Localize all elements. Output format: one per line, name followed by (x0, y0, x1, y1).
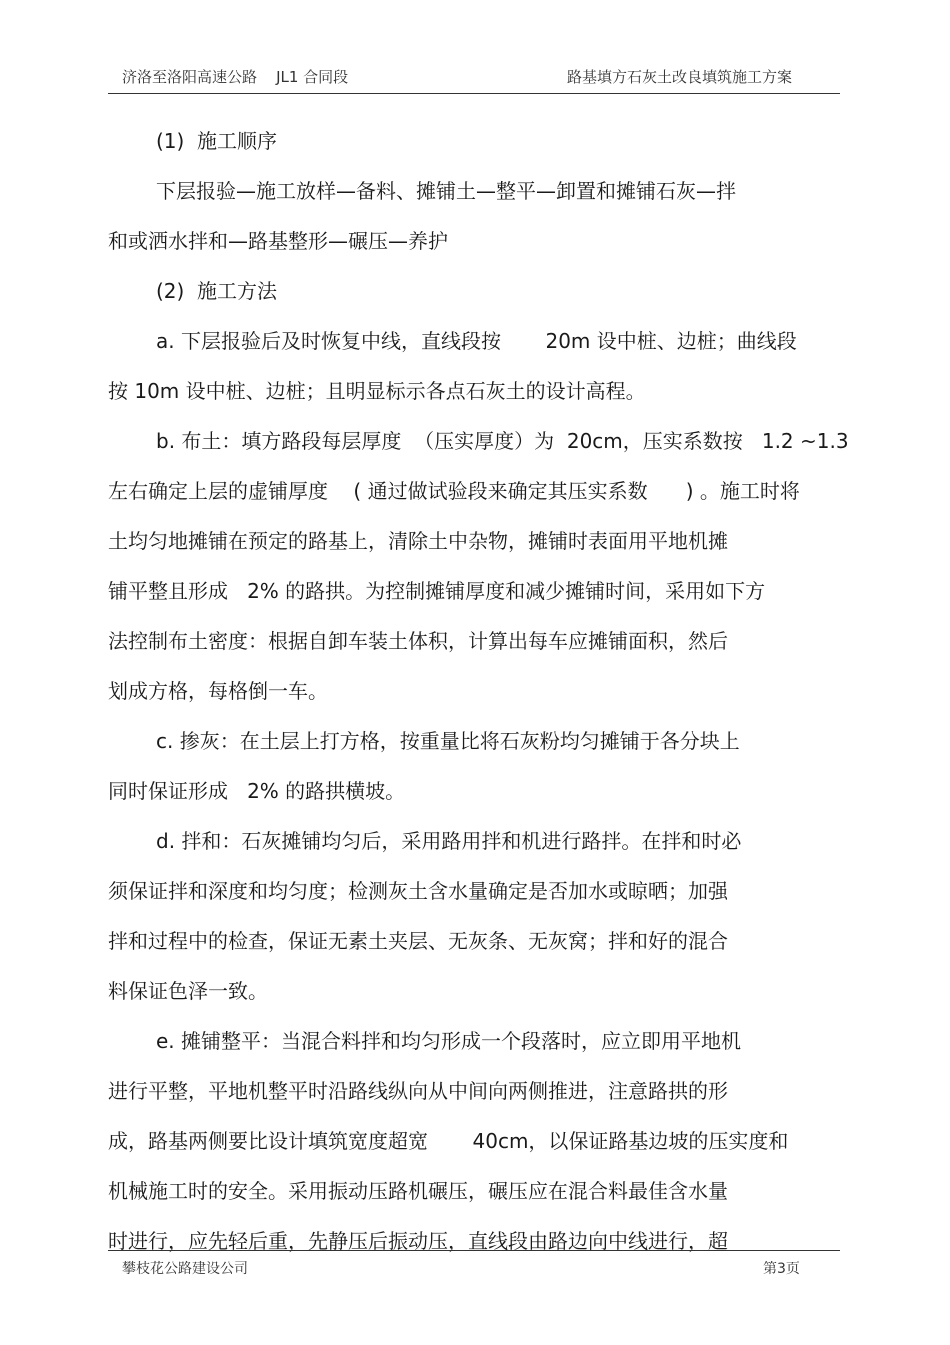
footer-company-name: 攀枝花公路建设公司 (122, 1261, 248, 1277)
body-line: e. 摊铺整平：当混合料拌和均匀形成一个段落时，应立即用平地机 (156, 1029, 742, 1053)
body-line: 铺平整且形成 2% 的路拱。为控制摊铺厚度和减少摊铺时间，采用如下方 (108, 579, 766, 603)
body-line: 左右确定上层的虚铺厚度 ( 通过做试验段来确定其压实系数 ) 。施工时将 (108, 479, 800, 503)
body-line: 成，路基两侧要比设计填筑宽度超宽 40cm，以保证路基边坡的压实度和 (108, 1129, 789, 1153)
body-line: 进行平整，平地机整平时沿路线纵向从中间向两侧推进，注意路拱的形 (108, 1079, 728, 1103)
section-heading-construction-order: (1) 施工顺序 (156, 129, 278, 153)
body-line: d. 拌和：石灰摊铺均匀后，采用路用拌和机进行路拌。在拌和时必 (156, 829, 742, 853)
body-line: 划成方格，每格倒一车。 (108, 679, 328, 703)
body-line: b. 布土：填方路段每层厚度 （压实厚度）为 20cm，压实系数按 1.2 ~1.3 (156, 429, 849, 453)
body-line: 拌和过程中的检查，保证无素土夹层、无灰条、无灰窝；拌和好的混合 (108, 929, 728, 953)
body-line: 时进行，应先轻后重，先静压后振动压，直线段由路边向中线进行，超 (108, 1229, 728, 1253)
header-document-title: 路基填方石灰土改良填筑施工方案 (567, 68, 793, 86)
body-line: 土均匀地摊铺在预定的路基上，清除土中杂物，摊铺时表面用平地机摊 (108, 529, 728, 553)
section-heading-construction-method: (2) 施工方法 (156, 279, 278, 303)
header-project-title: 济洛至洛阳高速公路 JL1 合同段 (122, 68, 349, 86)
body-line: c. 掺灰：在土层上打方格，按重量比将石灰粉均匀摊铺于各分块上 (156, 729, 740, 753)
footer-divider (108, 1250, 840, 1251)
body-line: 料保证色泽一致。 (108, 979, 268, 1003)
body-line: 下层报验—施工放样—备料、摊铺土—整平—卸置和摊铺石灰—拌 (156, 179, 736, 203)
body-line: a. 下层报验后及时恢复中线，直线段按 20m 设中桩、边桩；曲线段 (156, 329, 797, 353)
body-line: 须保证拌和深度和均匀度；检测灰土含水量确定是否加水或晾晒；加强 (108, 879, 728, 903)
body-line: 同时保证形成 2% 的路拱横坡。 (108, 779, 406, 803)
body-line: 和或洒水拌和—路基整形—碾压—养护 (108, 229, 448, 253)
body-line: 法控制布土密度：根据自卸车装土体积，计算出每车应摊铺面积，然后 (108, 629, 728, 653)
body-line: 按 10m 设中桩、边桩；且明显标示各点石灰土的设计高程。 (108, 379, 646, 403)
header-divider (108, 93, 840, 94)
body-line: 机械施工时的安全。采用振动压路机碾压，碾压应在混合料最佳含水量 (108, 1179, 728, 1203)
footer-page-number: 第3页 (763, 1261, 800, 1277)
